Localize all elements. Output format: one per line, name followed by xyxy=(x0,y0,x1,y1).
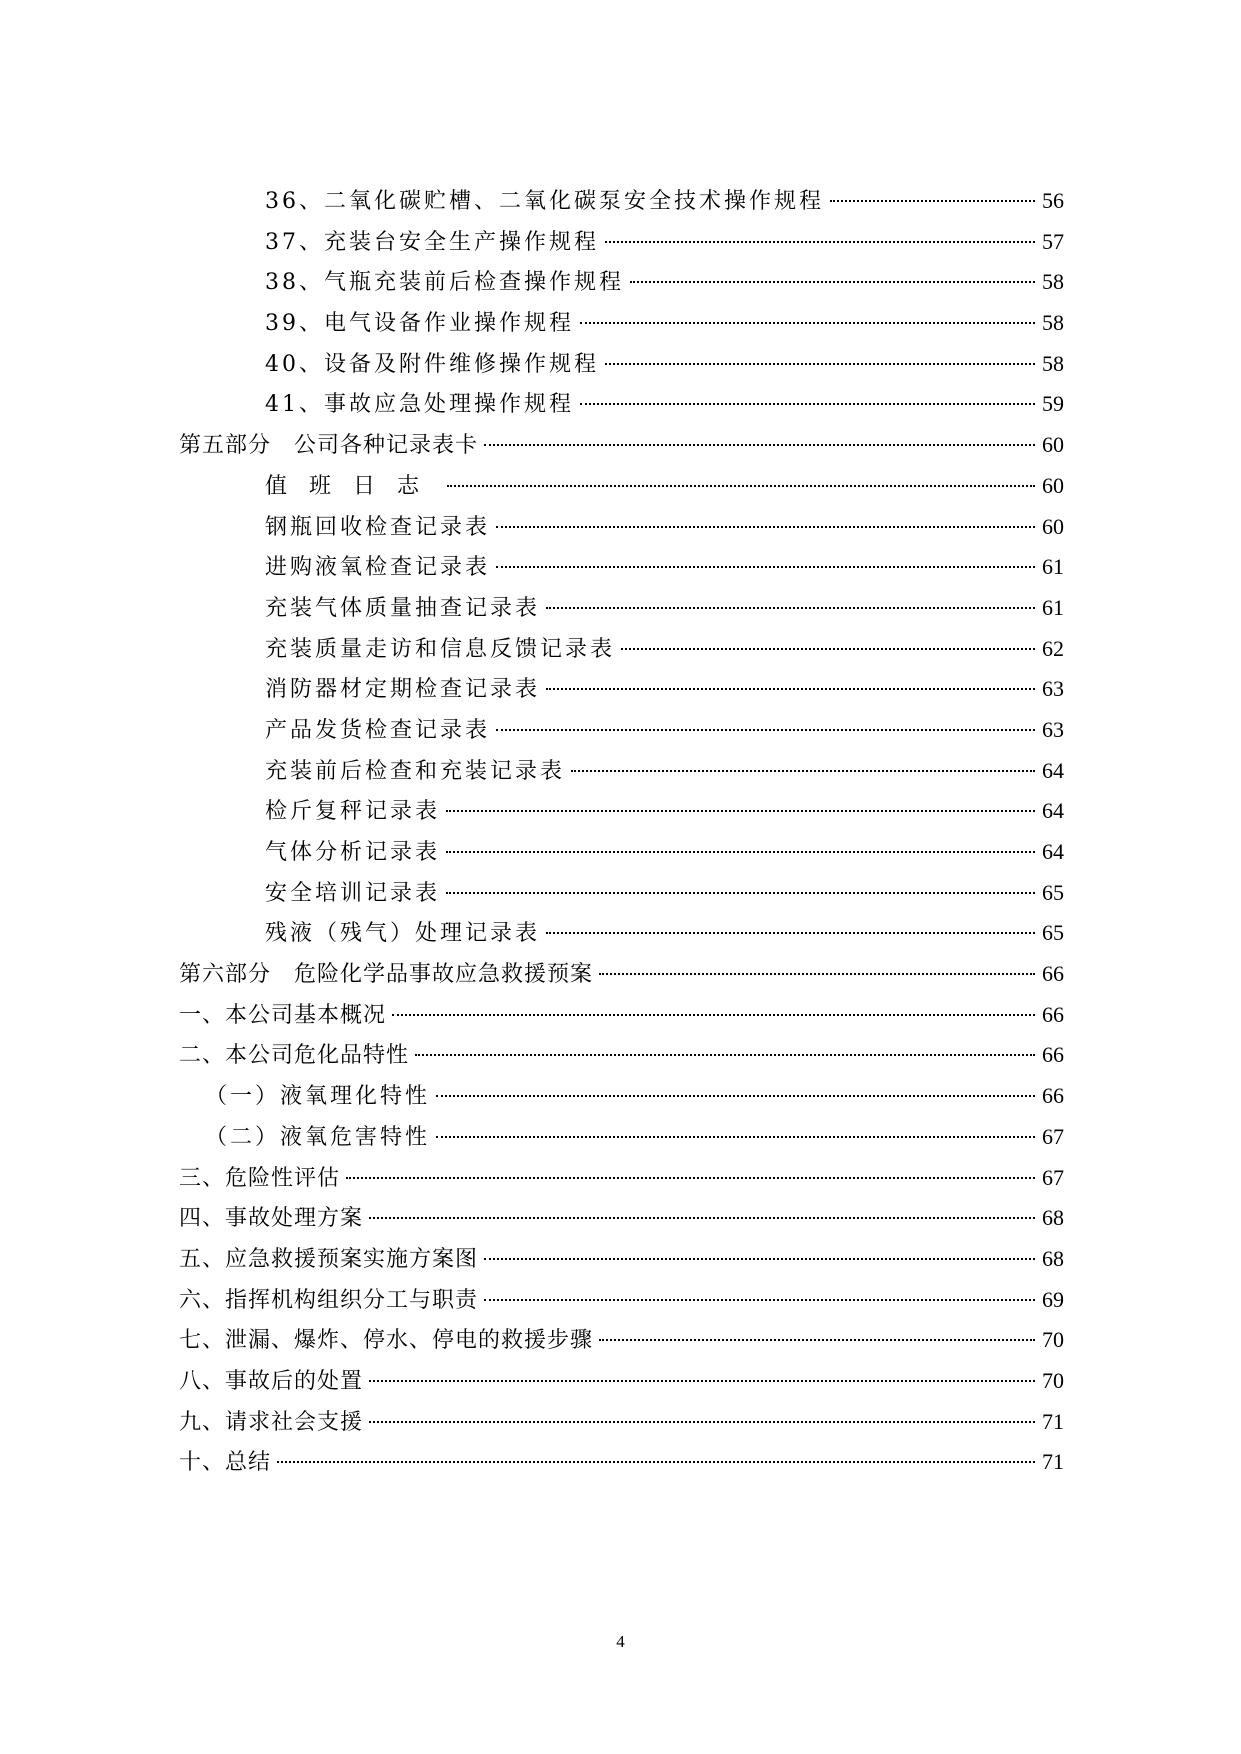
toc-entry-page: 58 xyxy=(1042,269,1064,295)
toc-entry-title: 四、事故处理方案 xyxy=(179,1206,364,1232)
toc-entry[interactable] xyxy=(179,751,1064,792)
toc-entry[interactable] xyxy=(179,1402,1064,1443)
toc-entry-title: 39、电气设备作业操作规程 xyxy=(265,311,574,337)
toc-entry[interactable] xyxy=(179,1198,1064,1239)
toc-entry-page: 59 xyxy=(1042,391,1064,417)
toc-entry-page: 58 xyxy=(1042,310,1064,336)
toc-entry-page: 61 xyxy=(1042,554,1064,580)
toc-entry-title: 一、本公司基本概况 xyxy=(179,1002,387,1028)
toc-entry-title: 十、总结 xyxy=(179,1450,272,1476)
toc-entry-title: 九、请求社会支援 xyxy=(179,1409,364,1435)
toc-entry-title: 残液（残气）处理记录表 xyxy=(265,921,541,947)
toc-entry-title: 五、应急救援预案实施方案图 xyxy=(179,1246,479,1272)
toc-dot-leader xyxy=(599,973,1035,975)
toc-entry[interactable] xyxy=(179,954,1064,995)
toc-entry-page: 71 xyxy=(1042,1449,1064,1475)
toc-entry-title: （二）液氧危害特性 xyxy=(205,1124,431,1150)
toc-entry-page: 70 xyxy=(1042,1327,1064,1353)
toc-entry-title: 八、事故后的处置 xyxy=(179,1368,364,1394)
toc-entry-page: 67 xyxy=(1042,1164,1064,1190)
toc-entry[interactable] xyxy=(179,1239,1064,1280)
toc-entry-page: 66 xyxy=(1042,1083,1064,1109)
toc-entry-page: 69 xyxy=(1042,1286,1064,1312)
toc-dot-leader xyxy=(346,1177,1035,1179)
toc-entry[interactable] xyxy=(179,1361,1064,1402)
toc-entry[interactable] xyxy=(179,873,1064,914)
toc-entry-title: 值班日志 xyxy=(265,473,442,499)
toc-entry-page: 58 xyxy=(1042,350,1064,376)
toc-entry-page: 57 xyxy=(1042,228,1064,254)
toc-dot-leader xyxy=(369,1217,1035,1219)
toc-dot-leader xyxy=(446,851,1035,853)
toc-entry-title: 产品发货检查记录表 xyxy=(265,717,491,743)
toc-entry[interactable] xyxy=(179,222,1064,263)
toc-entry-page: 64 xyxy=(1042,839,1064,864)
toc-dot-leader xyxy=(830,200,1035,202)
toc-entry[interactable] xyxy=(179,262,1064,303)
toc-entry-page: 68 xyxy=(1042,1205,1064,1231)
table-of-contents xyxy=(179,181,1064,1483)
toc-entry[interactable] xyxy=(179,303,1064,344)
toc-entry[interactable] xyxy=(179,425,1064,466)
toc-entry-title: 消防器材定期检查记录表 xyxy=(265,677,541,703)
toc-entry-page: 66 xyxy=(1042,1001,1064,1027)
toc-entry-title: 第五部分 公司各种记录表卡 xyxy=(179,433,479,459)
toc-dot-leader xyxy=(599,1339,1035,1341)
toc-entry-page: 60 xyxy=(1042,513,1064,539)
toc-entry-title: 气体分析记录表 xyxy=(265,840,441,865)
toc-entry[interactable] xyxy=(179,588,1064,629)
toc-entry-page: 65 xyxy=(1042,879,1064,905)
toc-entry-page: 64 xyxy=(1042,798,1064,824)
toc-entry-title: 36、二氧化碳贮槽、二氧化碳泵安全技术操作规程 xyxy=(265,189,824,214)
toc-dot-leader xyxy=(447,485,1035,487)
toc-entry[interactable] xyxy=(179,710,1064,751)
toc-dot-leader xyxy=(605,363,1035,365)
toc-dot-leader xyxy=(484,1299,1035,1301)
toc-entry-title: 七、泄漏、爆炸、停水、停电的救援步骤 xyxy=(179,1328,594,1354)
toc-entry[interactable] xyxy=(179,791,1064,832)
toc-entry-page: 61 xyxy=(1042,594,1064,620)
toc-entry-title: 六、指挥机构组织分工与职责 xyxy=(179,1287,479,1313)
toc-entry[interactable] xyxy=(179,1076,1064,1117)
toc-dot-leader xyxy=(446,892,1035,894)
toc-entry[interactable] xyxy=(179,1035,1064,1076)
toc-entry-page: 63 xyxy=(1042,716,1064,742)
toc-entry[interactable] xyxy=(179,832,1064,873)
toc-entry-page: 71 xyxy=(1042,1408,1064,1434)
toc-dot-leader xyxy=(630,281,1035,283)
toc-dot-leader xyxy=(436,1136,1035,1138)
toc-entry[interactable] xyxy=(179,1117,1064,1158)
toc-entry[interactable] xyxy=(179,466,1064,507)
toc-entry-title: 进购液氧检查记录表 xyxy=(265,555,491,581)
toc-entry-title: 安全培训记录表 xyxy=(265,880,441,906)
toc-entry-title: 37、充装台安全生产操作规程 xyxy=(265,229,599,255)
toc-dot-leader xyxy=(605,241,1035,243)
toc-dot-leader xyxy=(546,688,1035,690)
toc-entry-title: 钢瓶回收检查记录表 xyxy=(265,514,491,540)
toc-entry-page: 68 xyxy=(1042,1245,1064,1271)
toc-entry-page: 70 xyxy=(1042,1367,1064,1393)
toc-dot-leader xyxy=(580,322,1035,324)
toc-dot-leader xyxy=(496,729,1035,731)
toc-entry-page: 67 xyxy=(1042,1123,1064,1149)
toc-entry-page: 56 xyxy=(1042,188,1064,213)
toc-entry-title: （一）液氧理化特性 xyxy=(205,1084,431,1110)
toc-dot-leader xyxy=(446,810,1035,812)
toc-dot-leader xyxy=(571,770,1035,772)
page-number: 4 xyxy=(616,1632,625,1651)
toc-dot-leader xyxy=(496,566,1035,568)
toc-entry-title: 第六部分 危险化学品事故应急救援预案 xyxy=(179,962,594,988)
toc-entry-page: 62 xyxy=(1042,635,1064,661)
toc-dot-leader xyxy=(415,1054,1035,1056)
toc-dot-leader xyxy=(621,648,1035,650)
toc-entry-page: 63 xyxy=(1042,676,1064,702)
toc-entry[interactable] xyxy=(179,913,1064,954)
toc-dot-leader xyxy=(369,1380,1035,1382)
toc-entry[interactable] xyxy=(179,1320,1064,1361)
toc-entry-page: 65 xyxy=(1042,920,1064,946)
toc-entry[interactable] xyxy=(179,629,1064,670)
toc-entry-title: 充装气体质量抽查记录表 xyxy=(265,595,541,621)
toc-entry[interactable] xyxy=(179,344,1064,385)
toc-entry-page: 66 xyxy=(1042,961,1064,987)
toc-dot-leader xyxy=(580,403,1035,405)
toc-dot-leader xyxy=(484,1258,1035,1260)
toc-entry-page: 66 xyxy=(1042,1042,1064,1068)
toc-entry-page: 60 xyxy=(1042,432,1064,458)
toc-entry[interactable] xyxy=(179,507,1064,548)
toc-entry-title: 41、事故应急处理操作规程 xyxy=(265,392,574,418)
toc-entry-title: 充装质量走访和信息反馈记录表 xyxy=(265,636,616,662)
toc-entry-page: 60 xyxy=(1042,472,1064,498)
toc-dot-leader xyxy=(369,1421,1035,1423)
toc-dot-leader xyxy=(436,1095,1035,1097)
toc-entry-page: 64 xyxy=(1042,757,1064,783)
toc-entry[interactable] xyxy=(179,547,1064,588)
toc-entry[interactable] xyxy=(179,1442,1064,1483)
toc-entry[interactable] xyxy=(179,384,1064,425)
toc-entry[interactable] xyxy=(179,1158,1064,1199)
toc-entry[interactable] xyxy=(179,181,1064,222)
toc-dot-leader xyxy=(277,1461,1035,1463)
toc-entry-title: 三、危险性评估 xyxy=(179,1165,341,1191)
toc-dot-leader xyxy=(496,526,1035,528)
toc-entry-title: 二、本公司危化品特性 xyxy=(179,1043,410,1069)
toc-entry[interactable] xyxy=(179,1280,1064,1321)
toc-entry-title: 40、设备及附件维修操作规程 xyxy=(265,351,599,377)
toc-dot-leader xyxy=(392,1014,1035,1016)
toc-entry[interactable] xyxy=(179,669,1064,710)
toc-entry-title: 38、气瓶充装前后检查操作规程 xyxy=(265,270,624,296)
toc-entry-title: 充装前后检查和充装记录表 xyxy=(265,758,566,784)
toc-dot-leader xyxy=(546,932,1035,934)
toc-dot-leader xyxy=(484,444,1035,446)
toc-entry-title: 检斤复秤记录表 xyxy=(265,799,441,825)
toc-entry[interactable] xyxy=(179,995,1064,1036)
toc-dot-leader xyxy=(546,607,1035,609)
